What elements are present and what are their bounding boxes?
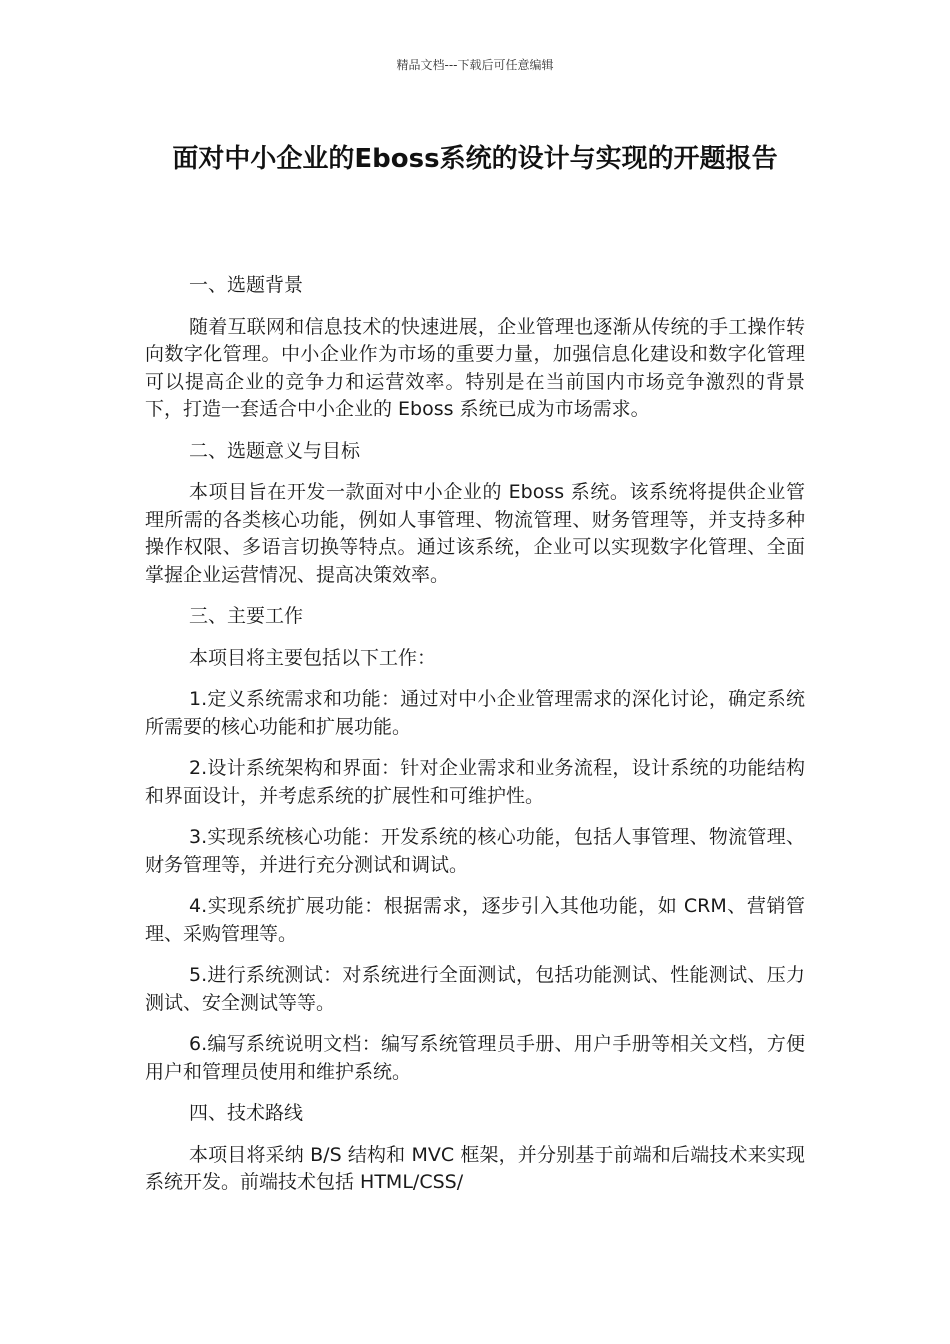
- work-item: 3.实现系统核心功能：开发系统的核心功能，包括人事管理、物流管理、财务管理等，并进行充分测试和调试。: [145, 826, 805, 876]
- work-item: 6.编写系统说明文档：编写系统管理员手册、用户手册等相关文档，方便用户和管理员使用和维护系统。: [145, 1033, 805, 1083]
- paragraph: 本项目将采纳 B/S 结构和 MVC 框架，并分别基于前端和后端技术来实现系统开发。前端技术包括 HTML/CSS/: [145, 1143, 805, 1193]
- document-title: 面对中小企业的Eboss系统的设计与实现的开题报告: [172, 144, 778, 174]
- work-item: 4.实现系统扩展功能：根据需求，逐步引入其他功能，如 CRM、营销管理、采购管理等。: [145, 895, 805, 945]
- section-main-work: [145, 603, 805, 1086]
- paragraph: 本项目将主要包括以下工作：: [189, 646, 437, 669]
- section-heading: 二、选题意义与目标: [189, 439, 361, 462]
- section-heading: 四、技术路线: [189, 1102, 304, 1124]
- section-heading: 三、主要工作: [189, 605, 304, 627]
- work-item: 1.定义系统需求和功能：通过对中小企业管理需求的深化讨论，确定系统所需要的核心功能和扩展功能。: [145, 688, 805, 738]
- document-body: [145, 272, 805, 1211]
- work-item: 5.进行系统测试：对系统进行全面测试，包括功能测试、性能测试、压力测试、安全测试等等。: [145, 964, 805, 1014]
- section-tech-route: [145, 1100, 805, 1197]
- section-heading: 一、选题背景: [189, 274, 304, 296]
- paragraph: 随着互联网和信息技术的快速进展，企业管理也逐渐从传统的手工操作转向数字化管理。中小企业作为市场的重要力量，加强信息化建设和数字化管理可以提高企业的竞争力和运营效率。特别是在当前国内市场竞争激烈的背景下，打造一套适合中小企业的 Eboss 系统已成为市场需求。: [145, 315, 805, 420]
- section-significance: [145, 438, 805, 590]
- section-background: [145, 272, 805, 424]
- paragraph: 本项目旨在开发一款面对中小企业的 Eboss 系统。该系统将提供企业管理所需的各类核心功能，例如人事管理、物流管理、财务管理等，并支持多种操作权限、多语言切换等特点。通过该系统，企业可以实现数字化管理、全面掌握企业运营情况、提高决策效率。: [145, 481, 805, 586]
- work-item: 2.设计系统架构和界面：针对企业需求和业务流程，设计系统的功能结构和界面设计，并考虑系统的扩展性和可维护性。: [145, 757, 805, 807]
- page-header: 精品文档---下载后可任意编辑: [396, 58, 554, 72]
